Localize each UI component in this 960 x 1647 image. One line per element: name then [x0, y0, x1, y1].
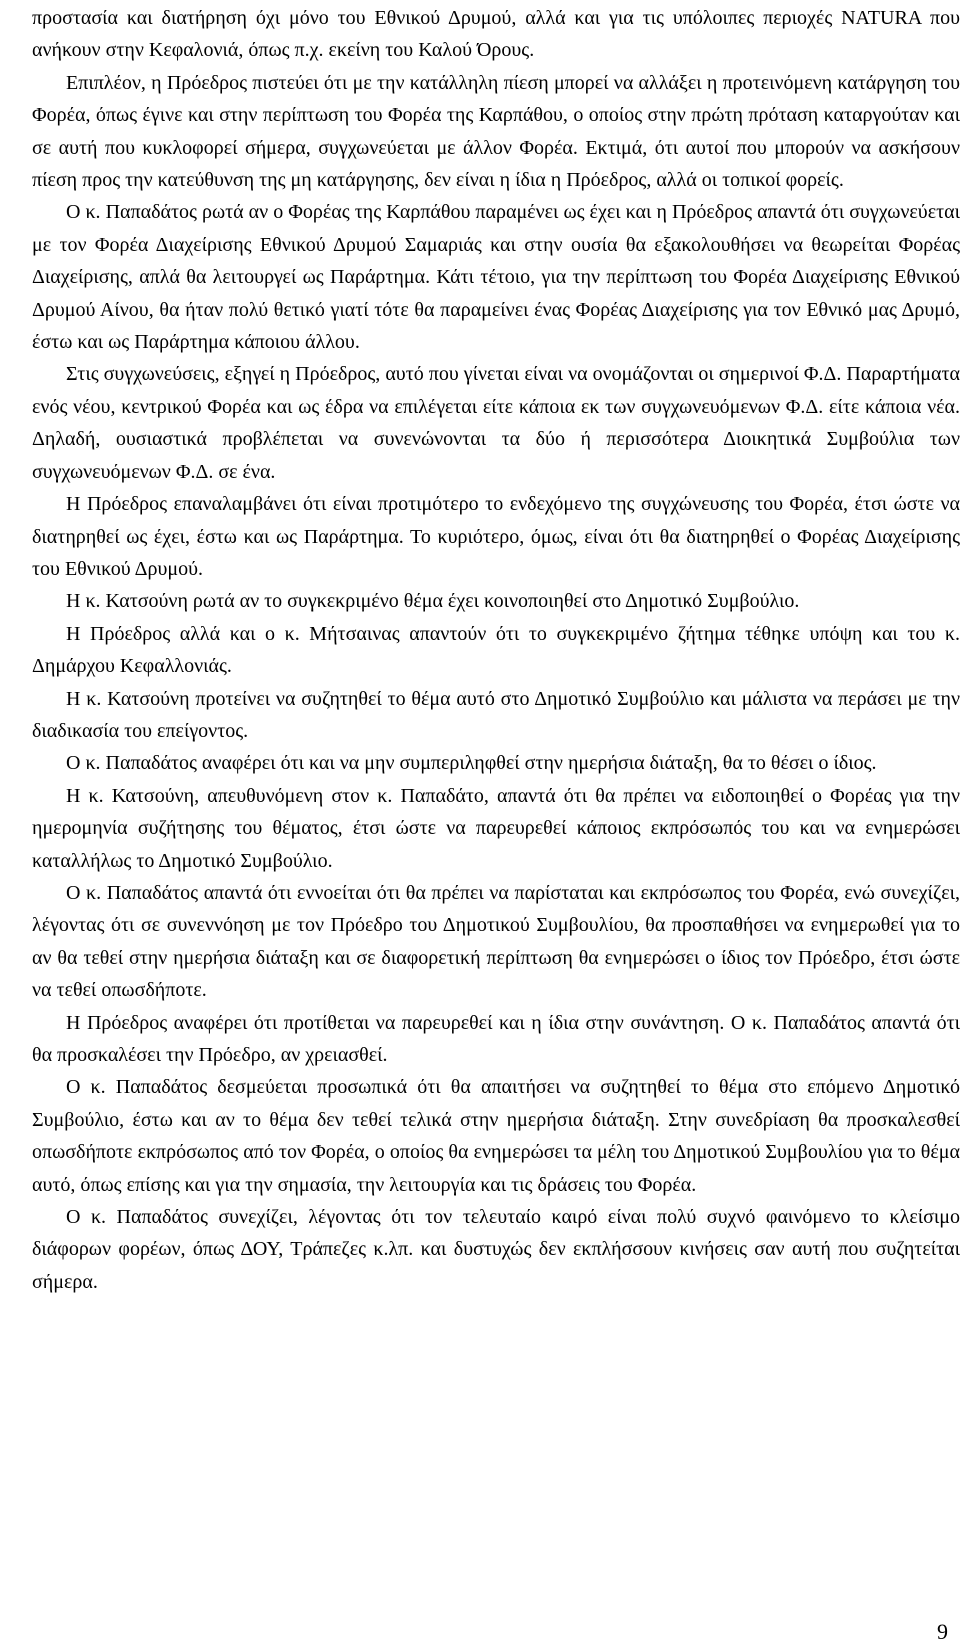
paragraph: Ο κ. Παπαδάτος ρωτά αν ο Φορέας της Καρπάθου παραμένει ως έχει και η Πρόεδρος απαντά ότι συγχωνεύεται με τον Φορέα Διαχείρισης Εθνικού Δρυμού Σαμαριάς και στην ουσία θα εξακολουθήσει να θεωρείται Φορέας Διαχείρισης, απλά θα λειτουργεί ως Παράρτημα. Κάτι τέτοιο, για την περίπτωση του Φορέα Διαχείρισης Εθνικού Δρυμού Αίνου, θα ήταν πολύ θετικό γιατί τότε θα παραμείνει ένας Φορέας Διαχείρισης για τον Εθνικό μας Δρυμό, έστω και ως Παράρτημα κάποιου άλλου. [32, 201, 960, 354]
paragraph: Ο κ. Παπαδάτος αναφέρει ότι και να μην συμπεριληφθεί στην ημερήσια διάταξη, θα το θέσει ο ίδιος. [66, 752, 877, 775]
paragraph: προστασία και διατήρηση όχι μόνο του Εθνικού Δρυμού, αλλά και για τις υπόλοιπες περιοχές NATURA που ανήκουν στην Κεφαλονιά, όπως π.χ. εκείνη του Καλού Όρους. [32, 7, 960, 62]
paragraph: Η κ. Κατσούνη, απευθυνόμενη στον κ. Παπαδάτο, απαντά ότι θα πρέπει να ειδοποιηθεί ο Φορέας για την ημερομηνία συζήτησης του θέματος, έτσι ώστε να παρευρεθεί κάποιος εκπρόσωπός του και να ενημερώσει καταλλήλως το Δημοτικό Συμβούλιο. [32, 784, 960, 872]
paragraph: Η Πρόεδρος αναφέρει ότι προτίθεται να παρευρεθεί και η ίδια στην συνάντηση. Ο κ. Παπαδάτος απαντά ότι θα προσκαλέσει την Πρόεδρο, αν χρειασθεί. [32, 1011, 960, 1066]
paragraph: Ο κ. Παπαδάτος συνεχίζει, λέγοντας ότι τον τελευταίο καιρό είναι πολύ συχνό φαινόμενο το κλείσιμο διάφορων φορέων, όπως ΔΟΥ, Τράπεζες κ.λπ. και δυστυχώς δεν εκπλήσσουν κινήσεις σαν αυτή που συζητείται σήμερα. [32, 1206, 960, 1293]
paragraph: Η Πρόεδρος αλλά και ο κ. Μήτσαινας απαντούν ότι το συγκεκριμένο ζήτημα τέθηκε υπόψη και του κ. Δημάρχου Κεφαλλονιάς. [32, 622, 960, 678]
paragraph: Επιπλέον, η Πρόεδρος πιστεύει ότι με την κατάλληλη πίεση μπορεί να αλλάξει η προτεινόμενη κατάργηση του Φορέα, όπως έγινε και στην περίπτωση του Φορέα της Καρπάθου, ο οποίος στην πρώτη πρόταση καταργούταν και σε αυτή που κυκλοφορεί σήμερα, συγχωνεύεται με άλλον Φορέα. Εκτιμά, ότι αυτοί που μπορούν να ασκήσουν πίεση προς την κατεύθυνση της μη κατάργησης, δεν είναι η ίδια η Πρόεδρος, αλλά οι τοπικοί φορείς. [32, 71, 960, 192]
paragraph: Η Πρόεδρος επαναλαμβάνει ότι είναι προτιμότερο το ενδεχόμενο της συγχώνευσης του Φορέα, έτσι ώστε να διατηρηθεί ως έχει, έστω και ως Παράρτημα. Το κυριότερο, όμως, είναι ότι θα διατηρηθεί ο Φορέας Διαχείρισης του Εθνικού Δρυμού. [32, 493, 960, 580]
paragraph: Ο κ. Παπαδάτος δεσμεύεται προσωπικά ότι θα απαιτήσει να συζητηθεί το θέμα στο επόμενο Δημοτικό Συμβούλιο, έστω και αν το θέμα δεν τεθεί τελικά στην ημερήσια διάταξη. Στην συνεδρίαση θα προσκαλεσθεί οπωσδήποτε εκπρόσωπος από τον Φορέα, ο οποίος θα ενημερώσει τα μέλη του Δημοτικού Συμβουλίου για το θέμα αυτό, όπως επίσης και για την σημασία, την λειτουργία και τις δράσεις του Φορέα. [32, 1076, 960, 1196]
paragraph: Στις συγχωνεύσεις, εξηγεί η Πρόεδρος, αυτό που γίνεται είναι να ονομάζονται οι σημερινοί Φ.Δ. Παραρτήματα ενός νέου, κεντρικού Φορέα και ως έδρα να επιλέγεται είτε κάποια εκ των συγχωνευόμενων Φ.Δ. είτε κάποια νέα. Δηλαδή, ουσιαστικά προβλέπεται να συνενώνονται τα δύο ή περισσότερα Διοικητικά Συμβούλια των συγχωνευόμενων Φ.Δ. σε ένα. [32, 363, 960, 483]
paragraph: Η κ. Κατσούνη προτείνει να συζητηθεί το θέμα αυτό στο Δημοτικό Συμβούλιο και μάλιστα να περάσει με την διαδικασία του επείγοντος. [32, 687, 960, 742]
page-number: 9 [937, 1619, 948, 1644]
paragraph: Ο κ. Παπαδάτος απαντά ότι εννοείται ότι θα πρέπει να παρίσταται και εκπρόσωπος του Φορέα, ενώ συνεχίζει, λέγοντας ότι σε συνεννόηση με τον Πρόεδρο του Δημοτικού Συμβουλίου, θα προσπαθήσει να ενημερωθεί για το αν θα τεθεί στην ημερήσια διάταξη και σε διαφορετική περίπτωση θα ενημερώσει ο ίδιος τον Πρόεδρο, έτσι ώστε να τεθεί οπωσδήποτε. [32, 881, 960, 1002]
body-text [32, 2, 960, 1298]
paragraph: Η κ. Κατσούνη ρωτά αν το συγκεκριμένο θέμα έχει κοινοποιηθεί στο Δημοτικό Συμβούλιο. [66, 590, 800, 613]
